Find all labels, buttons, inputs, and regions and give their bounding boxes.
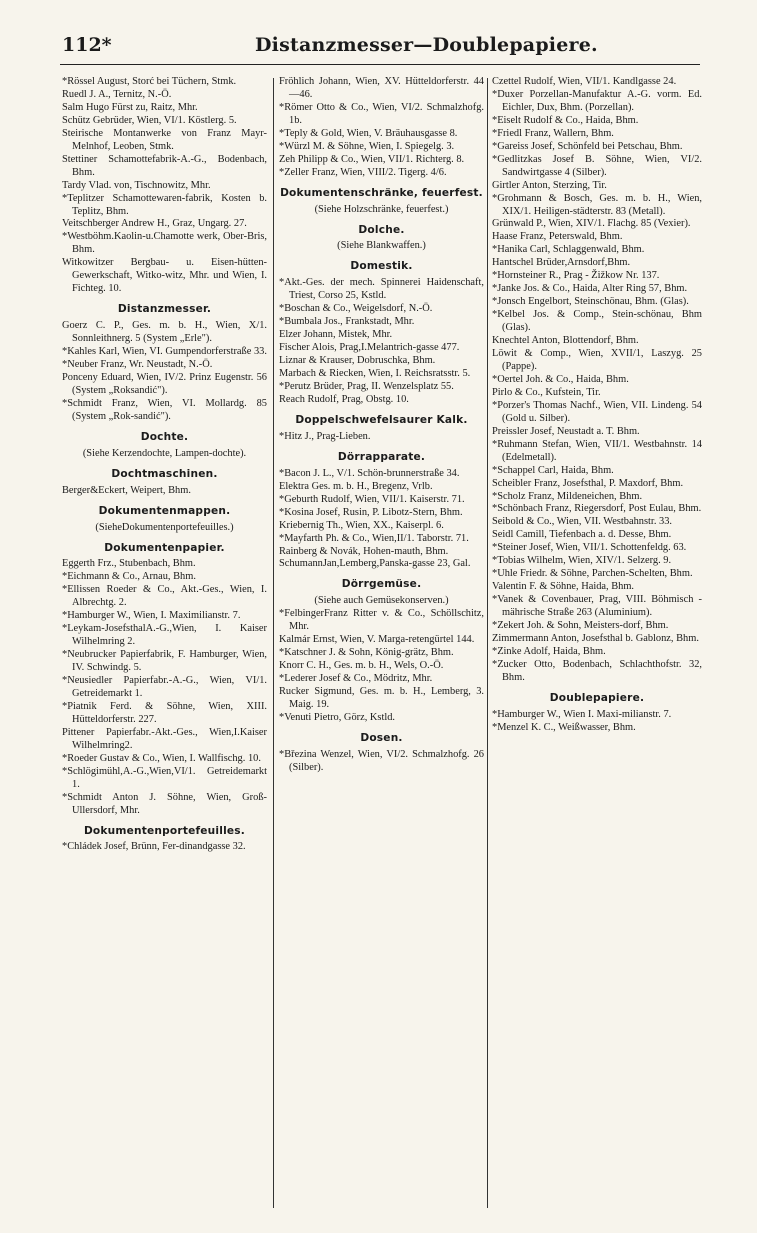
directory-entry: *Piatnik Ferd. & Söhne, Wien, XIII. Hütteldorferstr. 227. <box>62 700 267 725</box>
page-header <box>0 30 757 64</box>
section-heading: Dörrapparate. <box>337 450 426 463</box>
directory-entry: Liznar & Krauser, Dobruschka, Bhm. <box>279 355 436 367</box>
directory-entry: *Boschan & Co., Weigelsdorf, N.-Ö. <box>279 303 433 315</box>
directory-entry: *Tobias Wilhelm, Wien, XIV/1. Selzerg. 9. <box>492 555 672 567</box>
directory-entry: *Hamburger W., Wien, I. Maximilianstr. 7. <box>62 610 241 622</box>
directory-entry: Elektra Ges. m. b. H., Bregenz, Vrlb. <box>279 480 433 492</box>
column-left <box>62 76 267 854</box>
directory-entry: Fischer Alois, Prag,I.Melantrich-gasse 477. <box>279 342 460 354</box>
directory-entry: *Grohmann & Bosch, Ges. m. b. H., Wien, XIX/1. Heiligen-städterstr. 83 (Metall). <box>492 192 702 217</box>
directory-entry: *Eichmann & Co., Arnau, Bhm. <box>62 571 196 583</box>
directory-entry: *Schlögimühl,A.-G.,Wien,VI/1. Getreidemarkt 1. <box>62 765 267 790</box>
section-heading: Dosen. <box>360 731 403 744</box>
directory-entry: Ponceny Eduard, Wien, IV/2. Prinz Eugenstr. 56 (System „Roksandić"). <box>62 371 267 396</box>
directory-entry: *Oertel Joh. & Co., Haida, Bhm. <box>492 373 629 385</box>
directory-entry: *Březina Wenzel, Wien, VI/2. Schmalzhofg. 26 (Silber). <box>279 748 484 773</box>
directory-entry: *Gareiss Josef, Schönfeld bei Petschau, Bhm. <box>492 140 683 152</box>
directory-entry: Eggerth Frz., Stubenbach, Bhm. <box>62 558 196 570</box>
directory-entry: Rucker Sigmund, Ges. m. b. H., Lemberg, 3. Maig. 19. <box>279 686 484 710</box>
directory-entry: SchumannJan,Lemberg,Panska-gasse 23, Gal. <box>279 558 471 570</box>
directory-entry: Steirische Montanwerke von Franz Mayr-Melnhof, Leoben, Stmk. <box>62 127 267 152</box>
directory-entry: *Hitz J., Prag-Lieben. <box>279 430 371 442</box>
directory-entry: Zimmermann Anton, Josefsthal b. Gablonz, Bhm. <box>492 632 699 644</box>
directory-entry: *Geburth Rudolf, Wien, VII/1. Kaiserstr. 71. <box>279 493 465 505</box>
cross-reference-note: (SieheDokumentenportefeuilles.) <box>95 521 234 533</box>
directory-entry: Elzer Johann, Mistek, Mhr. <box>279 329 393 341</box>
directory-entry: Fröhlich Johann, Wien, XV. Hütteldorferstr. 44—46. <box>279 76 484 100</box>
column-right <box>492 76 702 735</box>
directory-entry: Knechtel Anton, Blottendorf, Bhm. <box>492 335 639 347</box>
directory-entry: Reach Rudolf, Prag, Obstg. 10. <box>279 393 409 405</box>
directory-entry: Scheibler Franz, Josefsthal, P. Maxdorf, Bhm. <box>492 477 684 489</box>
directory-entry: Pirlo & Co., Kufstein, Tir. <box>492 386 601 398</box>
directory-entry: *Menzel K. C., Weißwasser, Bhm. <box>492 721 636 733</box>
directory-entry: *Bumbala Jos., Frankstadt, Mhr. <box>279 316 415 328</box>
column-divider <box>487 78 488 1208</box>
directory-entry: Salm Hugo Fürst zu, Raitz, Mhr. <box>62 101 198 113</box>
directory-entry: *Zinke Adolf, Haida, Bhm. <box>492 645 606 657</box>
directory-entry: Knorr C. H., Ges. m. b. H., Wels, O.-Ö. <box>279 660 444 672</box>
directory-entry: *Würzl M. & Söhne, Wien, I. Spiegelg. 3. <box>279 140 455 152</box>
directory-entry: *Zekert Joh. & Sohn, Meisters-dorf, Bhm. <box>492 620 669 632</box>
column-middle <box>279 76 484 775</box>
section-heading: Dochte. <box>140 430 189 443</box>
directory-entry: *Janke Jos. & Co., Haida, Alter Ring 57, Bhm. <box>492 283 688 295</box>
section-heading: Doppelschwefelsaurer Kalk. <box>295 413 468 426</box>
directory-entry: *Kosina Josef, Rusin, P. Libotz-Stern, Bhm. <box>279 506 463 518</box>
directory-entry: *Zucker Otto, Bodenbach, Schlachthofstr. 32, Bhm. <box>492 658 702 683</box>
section-heading: Distanzmesser. <box>117 303 212 316</box>
directory-entry: Grünwald P., Wien, XIV/1. Flachg. 85 (Vexier). <box>492 218 691 230</box>
directory-entry: Löwit & Comp., Wien, XVII/1, Laszyg. 25 (Pappe). <box>492 348 702 372</box>
directory-entry: *Schmidt Anton J. Söhne, Wien, Groß-Ullersdorf, Mhr. <box>62 791 267 816</box>
directory-entry: *Perutz Brüder, Prag, II. Wenzelsplatz 55. <box>279 381 454 393</box>
directory-entry: *Steiner Josef, Wien, VII/1. Schottenfeldg. 63. <box>492 542 687 554</box>
directory-entry: Veitschberger Andrew H., Graz, Ungarg. 27. <box>62 218 247 230</box>
section-heading: Dokumentenpapier. <box>104 541 225 554</box>
directory-entry: Valentin F. & Söhne, Haida, Bhm. <box>492 581 635 593</box>
directory-entry: Seidl Camill, Tiefenbach a. d. Desse, Bhm. <box>492 529 672 541</box>
section-heading: Dokumentenportefeuilles. <box>83 824 246 837</box>
directory-entry: Tardy Vlad. von, Tischnowitz, Mhr. <box>62 179 211 191</box>
directory-entry: *Schmidt Franz, Wien, VI. Mollardg. 85 (System „Rok-sandić"). <box>62 397 267 422</box>
directory-entry: *Leykam-JosefsthalA.-G.,Wien, I. Kaiser Wilhelmring 2. <box>62 623 267 648</box>
cross-reference-note: (Siehe Kerzendochte, Lampen-dochte). <box>82 447 247 459</box>
directory-entry: Preissler Josef, Neustadt a. T. Bhm. <box>492 425 640 437</box>
directory-entry: *Ellissen Roeder & Co., Akt.-Ges., Wien, I. Albrechtg. 2. <box>62 584 267 609</box>
directory-entry: Haase Franz, Peterswald, Bhm. <box>492 231 623 243</box>
directory-entry: *Rössel August, Storć bei Tüchern, Stmk. <box>62 76 237 87</box>
header-rule <box>60 64 700 65</box>
directory-entry: *Hornsteiner R., Prag - Žižkow Nr. 137. <box>492 270 660 282</box>
section-heading: Dokumentenmappen. <box>98 504 231 517</box>
directory-entry: Hantschel Brüder,Arnsdorf,Bhm. <box>492 257 631 269</box>
directory-entry: Zeh Philipp & Co., Wien, VII/1. Richterg. 8. <box>279 153 465 165</box>
directory-entry: *Ruhmann Stefan, Wien, VII/1. Westbahnstr. 14 (Edelmetall). <box>492 438 702 463</box>
directory-entry: *Friedl Franz, Wallern, Bhm. <box>492 127 614 139</box>
directory-entry: *Schönbach Franz, Riegersdorf, Post Eulau, Bhm. <box>492 503 702 515</box>
directory-entry: *Kahles Karl, Wien, VI. Gumpendorferstraße 33. <box>62 346 267 358</box>
section-heading: Doublepapiere. <box>549 691 645 704</box>
directory-entry: *Römer Otto & Co., Wien, VI/2. Schmalzhofg. 1b. <box>279 101 484 126</box>
directory-entry: Kalmár Ernst, Wien, V. Marga-retengürtel 144. <box>279 634 475 646</box>
page-title: Distanzmesser—Doublepapiere. <box>255 34 598 56</box>
directory-entry: *Lederer Josef & Co., Mödritz, Mhr. <box>279 673 433 685</box>
directory-entry: *Eiselt Rudolf & Co., Haida, Bhm. <box>492 114 639 126</box>
directory-entry: Kriebernig Th., Wien, XX., Kaiserpl. 6. <box>279 519 444 531</box>
directory-entry: *Vanek & Covenbauer, Prag, VIII. Böhmisch - mährische Straße 263 (Aluminium). <box>492 594 702 619</box>
page-number: 112* <box>62 34 112 56</box>
directory-entry: Girtler Anton, Sterzing, Tir. <box>492 179 607 191</box>
directory-entry: *Uhle Friedr. & Söhne, Parchen-Schelten, Bhm. <box>492 568 693 580</box>
directory-entry: *Teply & Gold, Wien, V. Bräuhausgasse 8. <box>279 127 458 139</box>
directory-entry: *Hamburger W., Wien I. Maxi-milianstr. 7. <box>492 708 672 720</box>
directory-entry: *Hanika Carl, Schlaggenwald, Bhm. <box>492 244 645 256</box>
column-divider <box>273 78 274 1208</box>
directory-entry: *Duxer Porzellan-Manufaktur A.-G. vorm. Ed. Eichler, Dux, Bhm. (Porzellan). <box>492 88 702 113</box>
directory-entry: *Teplitzer Schamottewaren-fabrik, Kosten b. Teplitz, Bhm. <box>62 192 267 217</box>
directory-entry: Marbach & Riecken, Wien, I. Reichsratsstr. 5. <box>279 368 471 380</box>
directory-entry: *Westböhm.Kaolin-u.Chamotte werk, Ober-Bris, Bhm. <box>62 231 267 256</box>
directory-entry: *Porzer's Thomas Nachf., Wien, VII. Lindeng. 54 (Gold u. Silber). <box>492 399 702 424</box>
directory-entry: Goerz C. P., Ges. m. b. H., Wien, X/1. Sonnleithnerg. 5 (System „Erle"). <box>62 320 267 345</box>
cross-reference-note: (Siehe Blankwaffen.) <box>337 240 426 252</box>
directory-entry: *Chládek Josef, Brünn, Fer-dinandgasse 32. <box>62 841 246 853</box>
directory-entry: Czettel Rudolf, Wien, VII/1. Kandlgasse 24. <box>492 76 677 87</box>
directory-entry: *Scholz Franz, Mildeneichen, Bhm. <box>492 490 643 502</box>
directory-entry: *Zeller Franz, Wien, VIII/2. Tigerg. 4/6. <box>279 166 447 178</box>
directory-entry: *Schappel Carl, Haida, Bhm. <box>492 464 614 476</box>
directory-entry: Ruedl J. A., Ternitz, N.-Ö. <box>62 88 172 100</box>
directory-entry: *Katschner J. & Sohn, König-grätz, Bhm. <box>279 647 454 659</box>
directory-entry: Schütz Gebrüder, Wien, VI/1. Köstlerg. 5. <box>62 114 237 126</box>
directory-entry: Stettiner Schamottefabrik-A.-G., Bodenbach, Bhm. <box>62 153 267 178</box>
directory-entry: *FelbingerFranz Ritter v. & Co., Schöllschitz, Mhr. <box>279 608 484 633</box>
section-heading: Dörrgemüse. <box>341 578 422 591</box>
directory-entry: Witkowitzer Bergbau- u. Eisen-hütten-Gewerkschaft, Witko-witz, Mhr. und Wien, I. Fichteg. 10. <box>62 257 267 295</box>
directory-entry: *Venuti Pietro, Görz, Kstld. <box>279 711 396 723</box>
cross-reference-note: (Siehe auch Gemüsekonserven.) <box>314 595 449 607</box>
directory-entry: *Bacon J. L., V/1. Schön-brunnerstraße 34. <box>279 467 460 479</box>
section-heading: Dokumentenschränke, feuerfest. <box>280 186 483 199</box>
directory-entry: Berger&Eckert, Weipert, Bhm. <box>62 484 191 496</box>
directory-entry: Pittener Papierfabr.-Akt.-Ges., Wien,I.Kaiser Wilhelmring2. <box>62 726 267 751</box>
section-heading: Dochtmaschinen. <box>111 467 218 480</box>
section-heading: Domestik. <box>350 260 413 273</box>
directory-entry: *Neuber Franz, Wr. Neustadt, N.-Ö. <box>62 359 213 371</box>
directory-entry: Seibold & Co., Wien, VII. Westbahnstr. 33. <box>492 516 672 528</box>
directory-entry: Rainberg & Novák, Hohen-mauth, Bhm. <box>279 545 449 557</box>
section-heading: Dolche. <box>358 223 405 236</box>
cross-reference-note: (Siehe Holzschränke, feuerfest.) <box>314 203 449 215</box>
directory-entry: *Neubrucker Papierfabrik, F. Hamburger, Wien, IV. Schwindg. 5. <box>62 649 267 674</box>
directory-entry: *Jonsch Engelbort, Steinschönau, Bhm. (Glas). <box>492 296 689 308</box>
directory-entry: *Akt.-Ges. der mech. Spinnerei Haidenschaft, Triest, Corso 25, Kstld. <box>279 277 484 302</box>
directory-entry: *Roeder Gustav & Co., Wien, I. Wallfischg. 10. <box>62 752 261 764</box>
directory-entry: *Kelbel Jos. & Comp., Stein-schönau, Bhm (Glas). <box>492 309 702 334</box>
directory-entry: *Mayfarth Ph. & Co., Wien,II/1. Taborstr. 71. <box>279 532 469 544</box>
directory-entry: *Neusiedler Papierfabr.-A.-G., Wien, VI/1. Getreidemarkt 1. <box>62 675 267 699</box>
directory-entry: *Gedlitzkas Josef B. Söhne, Wien, VI/2. Sandwirtgasse 4 (Silber). <box>492 153 702 178</box>
